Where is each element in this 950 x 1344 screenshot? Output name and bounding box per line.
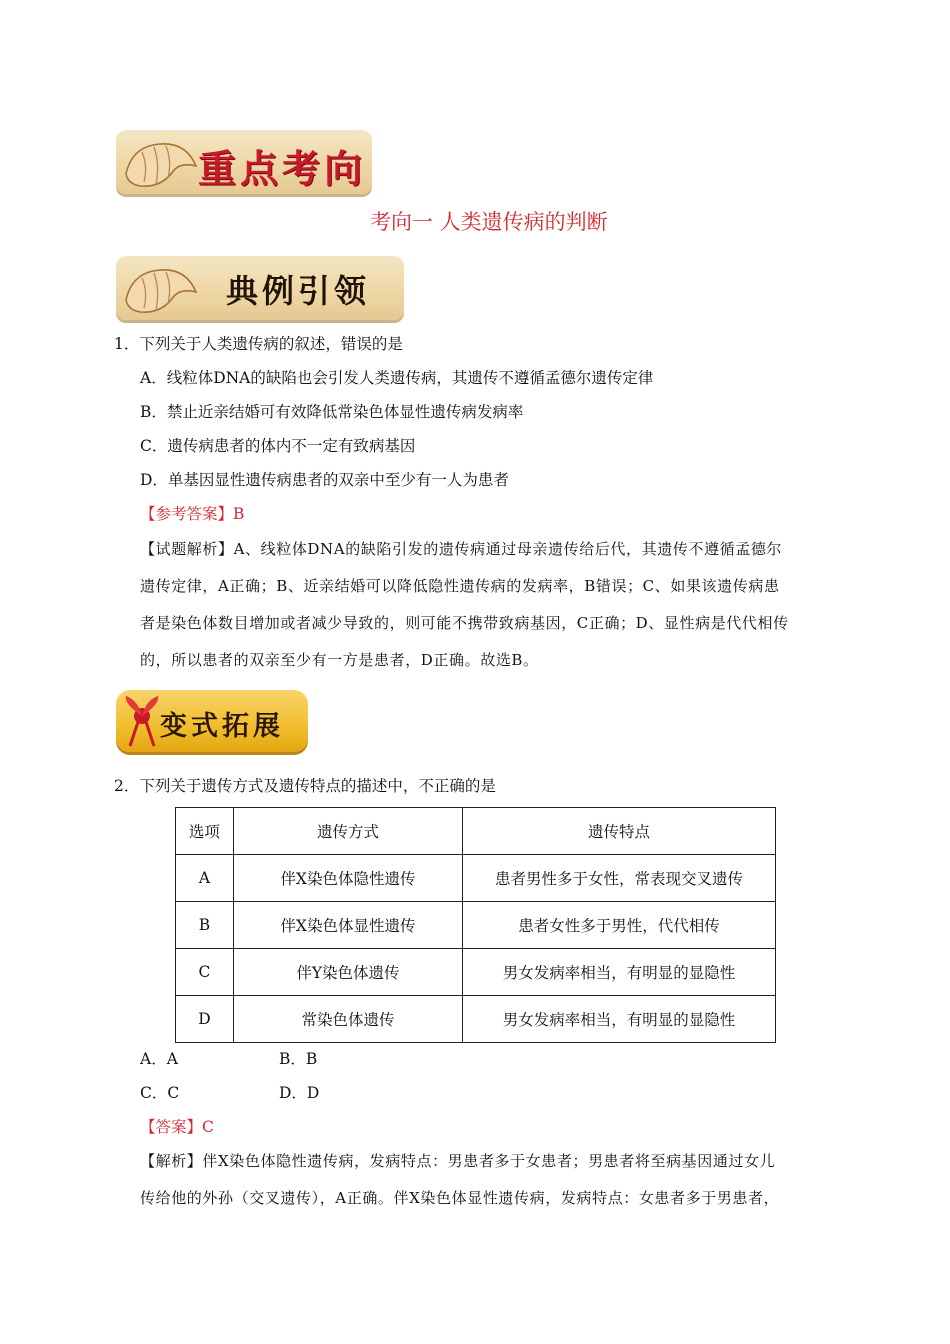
table-header-cell: 遗传特点 <box>463 808 776 855</box>
table-cell: 男女发病率相当，有明显的显隐性 <box>463 949 776 996</box>
section-title: 考向一 人类遗传病的判断 <box>370 210 608 234</box>
answer-value: B <box>233 505 245 523</box>
table-cell: 伴X染色体隐性遗传 <box>233 855 462 902</box>
question-2-explanation-line: 【解析】伴X染色体隐性遗传病，发病特点：男患者多于女患者；男患者将至病基因通过女儿 <box>140 1152 776 1170</box>
question-1-explanation-line: 【试题解析】A、线粒体DNA的缺陷引发的遗传病通过母亲遗传给后代，其遗传不遵循孟德尔 <box>140 540 783 558</box>
banner-example <box>116 256 404 320</box>
question-1-option-c: C．遗传病患者的体内不一定有致病基因 <box>140 437 416 455</box>
question-1-option-a: A．线粒体DNA的缺陷也会引发人类遗传病，其遗传不遵循孟德尔遗传定律 <box>140 369 654 387</box>
table-cell: 常染色体遗传 <box>233 996 462 1043</box>
table-cell: D <box>176 996 234 1043</box>
question-2-stem: 2．下列关于遗传方式及遗传特点的描述中，不正确的是 <box>114 777 496 795</box>
table-cell: 患者男性多于女性，常表现交叉遗传 <box>463 855 776 902</box>
question-1-explanation-line: 的，所以患者的双亲至少有一方是患者，D正确。故选B。 <box>140 651 539 669</box>
question-2-choice-b: B．B <box>279 1050 318 1068</box>
answer-label: 【参考答案】 <box>140 505 234 523</box>
question-1-explanation-line: 者是染色体数目增加或者减少导致的，则可能不携带致病基因，C正确；D、显性病是代代相传 <box>140 614 789 632</box>
options-table <box>175 807 776 1043</box>
question-1-option-d: D．单基因显性遗传病患者的双亲中至少有一人为患者 <box>140 471 509 489</box>
question-2-explanation-line: 传给他的外孙（交叉遗传），A正确。伴X染色体显性遗传病，发病特点：女患者多于男患者， <box>140 1189 780 1207</box>
table-header-row <box>176 808 776 855</box>
table-header-cell: 选项 <box>176 808 234 855</box>
question-1-answer <box>140 503 244 525</box>
question-1-explanation-line: 遗传定律，A正确；B、近亲结婚可以降低隐性遗传病的发病率，B错误；C、如果该遗传病患 <box>140 577 780 595</box>
table-cell: A <box>176 855 234 902</box>
answer-value: C <box>202 1118 214 1136</box>
question-1-option-b: B．禁止近亲结婚可有效降低常染色体显性遗传病发病率 <box>140 403 524 421</box>
question-2-choice-d: D．D <box>279 1084 320 1102</box>
banner-title: 典例引领 <box>226 272 371 310</box>
table-cell: C <box>176 949 234 996</box>
question-2-answer <box>140 1116 214 1138</box>
conch-shell-icon <box>122 136 200 192</box>
table-row <box>176 949 776 996</box>
answer-label: 【答案】 <box>140 1118 203 1136</box>
table-header-cell: 遗传方式 <box>233 808 462 855</box>
table-cell: 患者女性多于男性，代代相传 <box>463 902 776 949</box>
table-row <box>176 902 776 949</box>
table-row <box>176 996 776 1043</box>
banner-key-direction <box>116 130 372 194</box>
banner-title: 变式拓展 <box>160 711 284 742</box>
table-cell: 男女发病率相当，有明显的显隐性 <box>463 996 776 1043</box>
ribbon-knot-icon <box>120 694 164 748</box>
table-cell: 伴X染色体显性遗传 <box>233 902 462 949</box>
table-row <box>176 855 776 902</box>
banner-variant <box>116 690 308 752</box>
question-1-stem: 1．下列关于人类遗传病的叙述，错误的是 <box>114 335 403 353</box>
question-2-choice-a: A．A <box>140 1050 178 1068</box>
conch-shell-icon <box>122 262 200 318</box>
table-cell: 伴Y染色体遗传 <box>233 949 462 996</box>
question-2-choice-c: C．C <box>140 1084 180 1102</box>
table-cell: B <box>176 902 234 949</box>
banner-title: 重点考向 <box>198 146 367 191</box>
